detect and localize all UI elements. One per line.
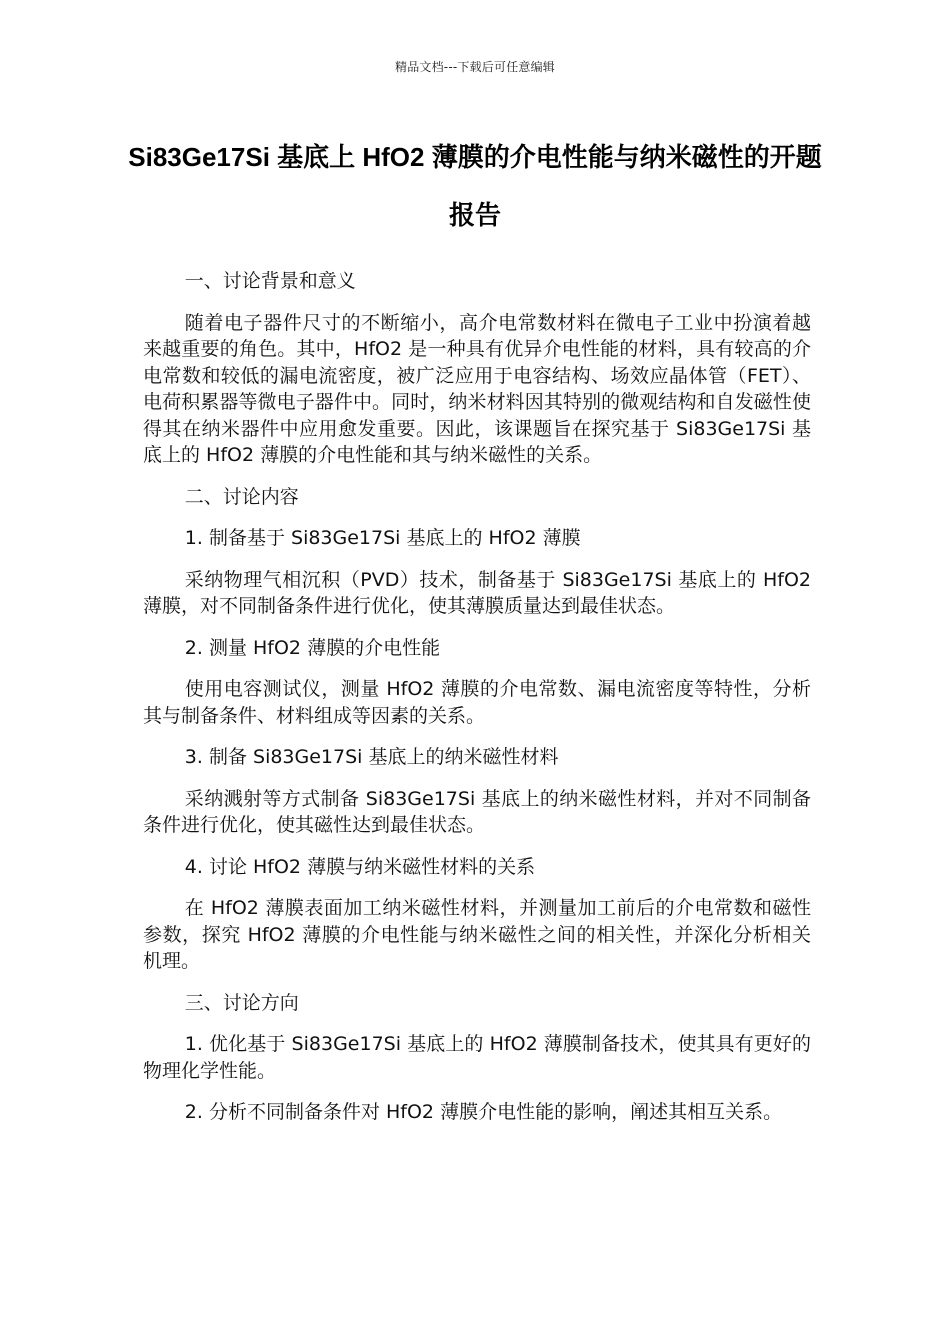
paragraph-direction-2: 2. 分析不同制备条件对 HfO2 薄膜介电性能的影响，阐述其相互关系。: [184, 1101, 783, 1123]
paragraph-prepare-film: 采纳物理气相沉积（PVD）技术，制备基于 Si83Ge17Si 基底上的 HfO2 薄膜，对不同制备条件进行优化，使其薄膜质量达到最佳状态。: [143, 568, 811, 617]
paragraph-relationship: 在 HfO2 薄膜表面加工纳米磁性材料，并测量加工前后的介电常数和磁性参数，探究 HfO2 薄膜的介电性能与纳米磁性之间的相关性，并深化分析相关机理。: [143, 897, 811, 972]
header-note: 精品文档---下载后可任意编辑: [395, 60, 555, 74]
subheading-prepare-magnetic: 3. 制备 Si83Ge17Si 基底上的纳米磁性材料: [184, 746, 559, 768]
section-heading-content: 二、讨论内容: [184, 485, 299, 508]
subheading-relationship: 4. 讨论 HfO2 薄膜与纳米磁性材料的关系: [184, 855, 536, 878]
document-body: [143, 268, 811, 1141]
paragraph-measure-dielectric: 使用电容测试仪，测量 HfO2 薄膜的介电常数、漏电流密度等特性，分析其与制备条件、材料组成等因素的关系。: [143, 678, 811, 727]
paragraph-background: 随着电子器件尺寸的不断缩小，高介电常数材料在微电子工业中扮演着越来越重要的角色。其中，HfO2 是一种具有优异介电性能的材料，具有较高的介电常数和较低的漏电流密度，被广泛应用于电容结构、场效应晶体管（FET）、电荷积累器等微电子器件中。同时，纳米材料因其特别的微观结构和自发磁性使得其在纳米器件中应用愈发重要。因此，该课题旨在探究基于 Si83Ge17Si 基底上的 HfO2 薄膜的介电性能和其与纳米磁性的关系。: [143, 311, 811, 466]
section-heading-background: 一、讨论背景和意义: [184, 270, 356, 292]
section-heading-direction: 三、讨论方向: [184, 991, 299, 1014]
subheading-measure-dielectric: 2. 测量 HfO2 薄膜的介电性能: [184, 636, 441, 659]
paragraph-prepare-magnetic: 采纳溅射等方式制备 Si83Ge17Si 基底上的纳米磁性材料，并对不同制备条件进行优化，使其磁性达到最佳状态。: [143, 787, 811, 836]
document-title: Si83Ge17Si 基底上 HfO2 薄膜的介电性能与纳米磁性的开题报告: [128, 142, 822, 230]
paragraph-direction-1: 1. 优化基于 Si83Ge17Si 基底上的 HfO2 薄膜制备技术，使其具有更好的物理化学性能。: [143, 1033, 811, 1082]
subheading-prepare-film: 1. 制备基于 Si83Ge17Si 基底上的 HfO2 薄膜: [184, 527, 581, 549]
